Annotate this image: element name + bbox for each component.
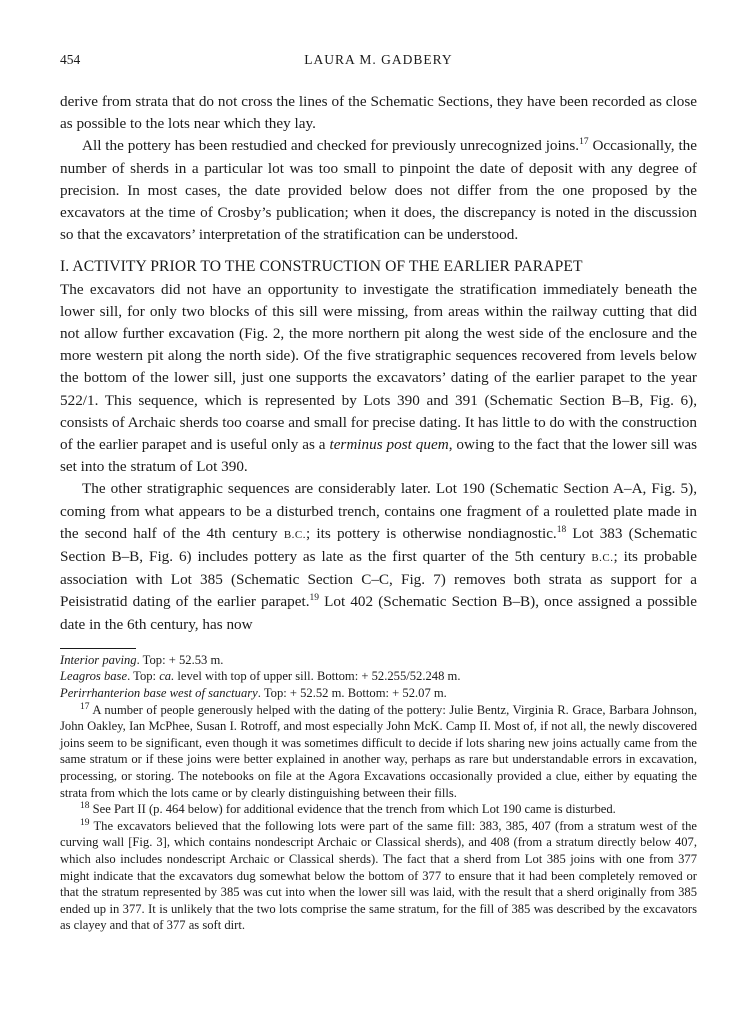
paragraph-text: The excavators did not have an opportunity to investigate the stratification immediately beneath the lower sill, for only two blocks of this sill were missing, from areas within the railway cutting that did not allow further excavation (Fig. 2, the more northern pit along the west side of the enclosure and the more western pit along the north side). Of the five stratigraphic sequences recovered from levels below the bottom of the lower sill, just one supports the excavators’ dating of the earlier parapet to the year 522/1. This sequence, which is represented by Lots 390 and 391 (Schematic Section B–B, Fig. 6), consists of Archaic sherds too coarse and small for precise dating. It has little to do with the construction of the earlier parapet and is useful only as a — [60, 280, 697, 454]
main-text — [60, 91, 697, 636]
era-abbrev: B.C. — [283, 528, 307, 541]
footnote-label: Leagros base — [60, 669, 128, 684]
footnote-number: 18 — [80, 801, 90, 812]
footnote-18 — [60, 801, 697, 818]
footnote-divider — [60, 648, 136, 649]
footnote-ref[interactable]: 18 — [556, 524, 567, 535]
footnote-number: 17 — [80, 701, 90, 712]
emphasis-text: terminus post quem — [329, 436, 449, 454]
footnote-label: Perirrhanterion base west of sanctuary — [60, 686, 258, 701]
footnote-number: 19 — [80, 817, 90, 828]
footnote-19 — [60, 818, 697, 934]
paragraph — [60, 135, 697, 246]
running-head: LAURA M. GADBERY — [304, 52, 453, 67]
page-header — [60, 52, 697, 74]
paragraph-text: Lot 383 (Schematic Section B–B, Fig. 6) includes pottery as late as the first quarter of the 5th century — [60, 524, 697, 566]
era-abbrev: B.C. — [591, 552, 614, 565]
paragraph — [60, 91, 697, 135]
footnote-continuation — [60, 652, 697, 669]
footnote-continuation — [60, 668, 697, 685]
paragraph — [60, 279, 697, 479]
footnote-text: . Top: + 52.52 m. Bottom: + 52.07 m. — [257, 686, 447, 701]
footnote-ref[interactable]: 17 — [579, 137, 589, 148]
footnote-abbrev: ca. — [159, 669, 175, 684]
document-page — [60, 52, 697, 934]
paragraph-text: Occasionally, the number of sherds in a particular lot was too small to pinpoint the date of deposit with any degree of precision. In most cases, the date provided below does not differ from the one proposed by the excavators at the time of Crosby’s publication; when it does, the discrepancy is noted in the discussion so that the excavators’ interpretation of the stratification can be understood. — [60, 137, 697, 244]
paragraph-text: ; its pottery is otherwise nondiagnostic. — [306, 524, 557, 542]
page-number: 454 — [60, 52, 81, 67]
footnote-label: Interior paving — [60, 652, 137, 667]
footnote-text: The excavators believed that the following lots were part of the same fill: 383, 385, 407 (from a stratum west of the curving wall [Fig. 3], which contains nondescript Archaic or Classical sherds), and 408 (from a stratum directly below 407, which also includes nondescript Archaic or Classical sherds). The fact that a sherd from Lot 385 joins with one from 377 might indicate that the excavators dug somewhat below the bottom of 377 to ensure that it had been completely removed or that the stratum represented by 385 was cut into when the lower sill was laid, with the result that a sherd originally from 385 ended up in 377. It is unlikely that the two lots comprise the same stratum, for the fill of 385 was described by the excavators as clayey and that of 377 as soft dirt. — [60, 818, 697, 933]
paragraph-text: ; its probable association with Lot 385 (Schematic Section C–C, Fig. 7) removes both strata as support for a Peisistratid dating of the earlier parapet. — [60, 548, 697, 611]
paragraph-text: All the pottery has been restudied and checked for previously unrecognized joins. — [82, 137, 580, 155]
section-heading: I. ACTIVITY PRIOR TO THE CONSTRUCTION OF THE EARLIER PARAPET — [60, 258, 583, 276]
footnotes — [60, 652, 697, 934]
footnote-17 — [60, 702, 697, 802]
paragraph-text: The other stratigraphic sequences are considerably later. Lot 190 (Schematic Section A–A, Fig. 5), coming from what appears to be a disturbed trench, contains one fragment of a rouletted plate made in the second half of the 4th century — [60, 480, 697, 542]
footnote-continuation — [60, 685, 697, 702]
footnote-text: See Part II (p. 464 below) for additional evidence that the trench from which Lot 190 came is disturbed. — [89, 802, 616, 817]
paragraph-text: , owing to the fact that the lower sill was set into the stratum of Lot 390. — [60, 436, 697, 476]
footnote-text: . Top: — [127, 669, 160, 684]
footnote-text: . Top: + 52.53 m. — [136, 652, 224, 667]
paragraph-text: Lot 402 (Schematic Section B–B), once assigned a possible date in the 6th century, has now — [60, 593, 697, 633]
paragraph — [60, 478, 697, 635]
footnote-text: level with top of upper sill. Bottom: + 52.255/52.248 m. — [174, 669, 461, 684]
footnote-text: A number of people generously helped with the dating of the pottery: Julie Bentz, Virginia R. Grace, Barbara Johnson, John Oakley, Ian McPhee, Susan I. Rotroff, and most especially John McK. Camp II. Most of, if not all, the newly discovered joins seem to be significant, even though it was sometimes difficult to decide if lots sharing new joins actually came from the same stratum or if these joins were better explained in another way, perhaps as rare but understandable errors in excavation, processing, or storing. The notebooks on file at the Agora Excavations occasionally provided a clue, either by equating the strata from which the lots came or by clearly distinguishing between their fills. — [60, 702, 697, 800]
footnote-ref[interactable]: 19 — [309, 593, 320, 604]
paragraph-text: derive from strata that do not cross the lines of the Schematic Sections, they have been recorded as close as possible to the lots near which they lay. — [60, 93, 697, 133]
